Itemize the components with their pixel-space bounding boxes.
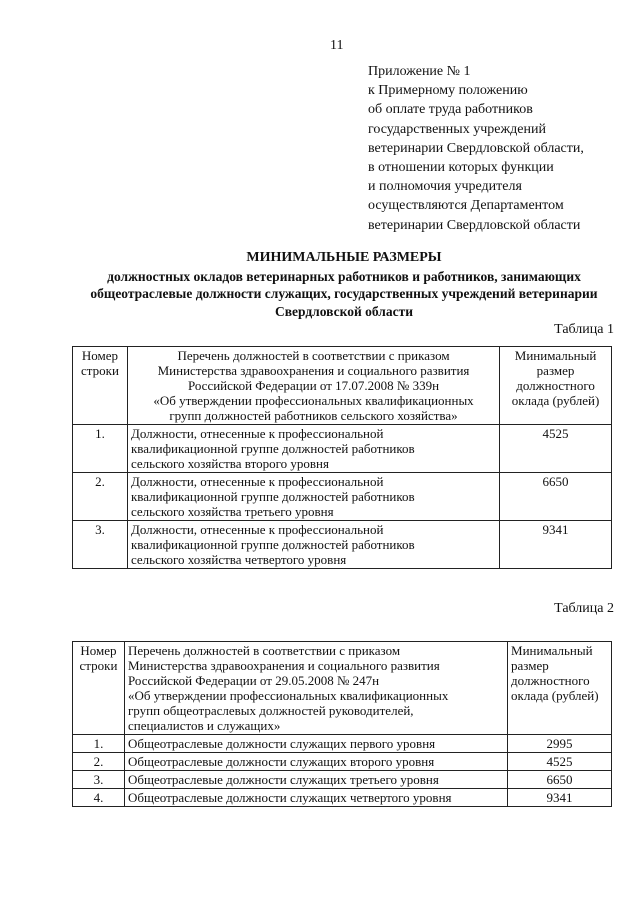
row-num: 4. bbox=[73, 789, 125, 807]
row-num: 1. bbox=[73, 735, 125, 753]
row-salary: 6650 bbox=[500, 473, 612, 521]
appendix-line: об оплате труда работников bbox=[368, 102, 533, 118]
appendix-line: Приложение № 1 bbox=[368, 64, 471, 79]
table-row bbox=[73, 771, 612, 789]
title-line: общеотраслевые должности служащих, государственных учреждений ветеринарии bbox=[90, 286, 598, 301]
table-header-row bbox=[73, 642, 612, 735]
title-main: МИНИМАЛЬНЫЕ РАЗМЕРЫ bbox=[246, 250, 442, 265]
row-text: Общеотраслевые должности служащих третьего уровня bbox=[124, 771, 507, 789]
title-line: должностных окладов ветеринарных работников и работников, занимающих bbox=[107, 268, 581, 284]
appendix-line: к Примерному положению bbox=[368, 83, 528, 99]
table-row bbox=[73, 521, 612, 569]
row-salary: 4525 bbox=[500, 425, 612, 473]
row-num: 3. bbox=[73, 771, 125, 789]
row-num: 2. bbox=[73, 473, 128, 521]
row-text: Общеотраслевые должности служащих второго уровня bbox=[124, 753, 507, 771]
appendix-line: ветеринарии Свердловской области, bbox=[368, 140, 584, 156]
table-row bbox=[73, 753, 612, 771]
document-title bbox=[60, 249, 628, 320]
header-num: Номер строки bbox=[73, 642, 125, 735]
row-salary: 2995 bbox=[508, 735, 612, 753]
row-salary: 4525 bbox=[508, 753, 612, 771]
table1-label: Таблица 1 bbox=[554, 322, 614, 337]
header-num: Номер строки bbox=[73, 347, 128, 425]
table-header-row bbox=[73, 347, 612, 425]
appendix-line: в отношении которых функции bbox=[368, 160, 554, 176]
row-num: 3. bbox=[73, 521, 128, 569]
table-row bbox=[73, 473, 612, 521]
appendix-line: и полномочия учредителя bbox=[368, 179, 522, 195]
header-salary: Минимальный размер должностного оклада (рублей) bbox=[500, 347, 612, 425]
page-number: 11 bbox=[330, 38, 344, 53]
table1 bbox=[72, 346, 612, 569]
title-line: Свердловской области bbox=[274, 303, 414, 319]
header-list: Перечень должностей в соответствии с приказом Министерства здравоохранения и социального развития Российской Федерации от 17.07.2008 № 339н «Об утверждении профессиональных квалификационных групп должностей работников сельского хозяйства» bbox=[127, 347, 499, 425]
table-row bbox=[73, 789, 612, 807]
row-text: Должности, отнесенные к профессиональной квалификационной группе должностей работников сельского хозяйства второго уровня bbox=[127, 425, 499, 473]
appendix-line: ветеринарии Свердловской области bbox=[368, 217, 581, 233]
header-list: Перечень должностей в соответствии с приказом Министерства здравоохранения и социального развития Российской Федерации от 29.05.2008 № 247н «Об утверждении профессиональных квалификационных групп общеотраслевых должностей руководителей, специалистов и служащих» bbox=[124, 642, 507, 735]
row-salary: 9341 bbox=[508, 789, 612, 807]
row-num: 1. bbox=[73, 425, 128, 473]
row-salary: 6650 bbox=[508, 771, 612, 789]
header-salary: Минимальный размер должностного оклада (рублей) bbox=[508, 642, 612, 735]
row-text: Должности, отнесенные к профессиональной квалификационной группе должностей работников сельского хозяйства третьего уровня bbox=[127, 473, 499, 521]
row-salary: 9341 bbox=[500, 521, 612, 569]
table-row bbox=[73, 425, 612, 473]
appendix-line: государственных учреждений bbox=[368, 121, 546, 137]
row-text: Общеотраслевые должности служащих четвертого уровня bbox=[124, 789, 507, 807]
table2 bbox=[72, 641, 612, 807]
row-text: Общеотраслевые должности служащих первого уровня bbox=[124, 735, 507, 753]
appendix-header bbox=[368, 62, 584, 235]
appendix-line: осуществляются Департаментом bbox=[368, 198, 564, 214]
table2-label: Таблица 2 bbox=[554, 601, 614, 616]
row-text: Должности, отнесенные к профессиональной квалификационной группе должностей работников сельского хозяйства четвертого уровня bbox=[127, 521, 499, 569]
table-row bbox=[73, 735, 612, 753]
row-num: 2. bbox=[73, 753, 125, 771]
